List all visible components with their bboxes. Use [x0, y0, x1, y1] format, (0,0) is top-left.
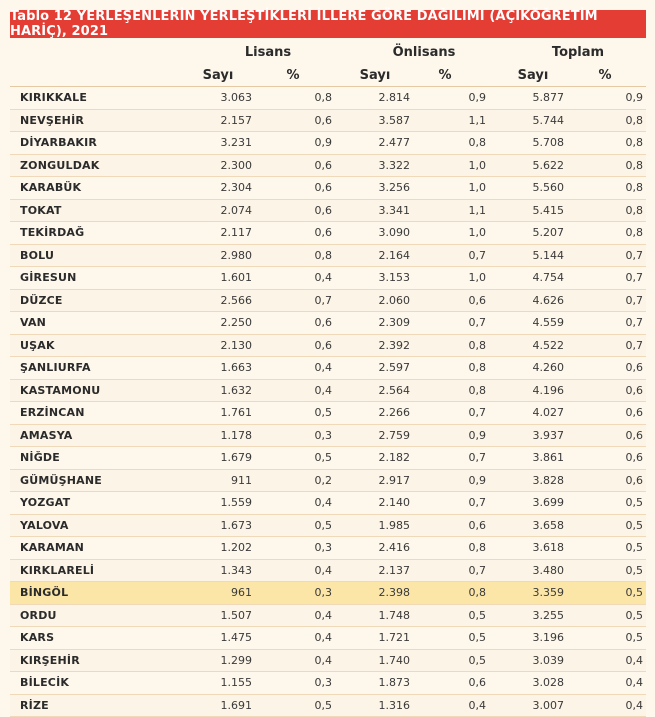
- province-name: KASTAMONU: [20, 380, 100, 402]
- lisans-sayi-cell: 1.761: [180, 402, 252, 424]
- onlisans-pct-cell: 0,5: [424, 627, 486, 649]
- toplam-sayi-cell: 5.744: [490, 110, 564, 132]
- toplam-pct-cell: 0,9: [580, 87, 643, 109]
- onlisans-sayi-cell: 2.814: [335, 87, 410, 109]
- lisans-sayi-cell: 1.178: [180, 425, 252, 447]
- toplam-pct-cell: 0,6: [580, 380, 643, 402]
- onlisans-pct-cell: 0,8: [424, 357, 486, 379]
- toplam-sayi-cell: 5.622: [490, 155, 564, 177]
- onlisans-pct-cell: 0,4: [424, 695, 486, 717]
- lisans-pct-cell: 0,7: [270, 290, 332, 312]
- lisans-sayi-cell: 911: [180, 470, 252, 492]
- onlisans-pct-cell: 0,8: [424, 537, 486, 559]
- toplam-sayi-cell: 5.877: [490, 87, 564, 109]
- lisans-sayi-cell: 1.475: [180, 627, 252, 649]
- toplam-pct-cell: 0,4: [580, 695, 643, 717]
- onlisans-pct-cell: 0,7: [424, 402, 486, 424]
- lisans-pct-cell: 0,4: [270, 267, 332, 289]
- lisans-sayi-cell: 1.559: [180, 492, 252, 514]
- table-row: [10, 650, 646, 673]
- toplam-sayi-cell: 3.699: [490, 492, 564, 514]
- lisans-sayi-cell: 2.304: [180, 177, 252, 199]
- province-name: YOZGAT: [20, 492, 70, 514]
- toplam-sayi-cell: 3.196: [490, 627, 564, 649]
- table-row: [10, 605, 646, 628]
- header-onlisans-sayi: Sayı: [345, 64, 405, 86]
- table-row: [10, 290, 646, 313]
- toplam-sayi-cell: 3.618: [490, 537, 564, 559]
- onlisans-pct-cell: 0,9: [424, 87, 486, 109]
- sub-header-row: [10, 64, 646, 87]
- toplam-pct-cell: 0,8: [580, 110, 643, 132]
- lisans-pct-cell: 0,5: [270, 447, 332, 469]
- toplam-pct-cell: 0,6: [580, 425, 643, 447]
- toplam-sayi-cell: 3.937: [490, 425, 564, 447]
- onlisans-sayi-cell: 1.748: [335, 605, 410, 627]
- toplam-pct-cell: 0,8: [580, 177, 643, 199]
- table-row: [10, 447, 646, 470]
- toplam-sayi-cell: 4.559: [490, 312, 564, 334]
- onlisans-sayi-cell: 3.256: [335, 177, 410, 199]
- onlisans-pct-cell: 0,6: [424, 515, 486, 537]
- lisans-pct-cell: 0,3: [270, 672, 332, 694]
- header-onlisans-pct: %: [420, 64, 470, 86]
- province-name: NİĞDE: [20, 447, 60, 469]
- toplam-pct-cell: 0,6: [580, 470, 643, 492]
- onlisans-pct-cell: 0,7: [424, 312, 486, 334]
- table-row: [10, 245, 646, 268]
- lisans-pct-cell: 0,5: [270, 695, 332, 717]
- lisans-pct-cell: 0,5: [270, 515, 332, 537]
- lisans-sayi-cell: 1.202: [180, 537, 252, 559]
- toplam-sayi-cell: 5.708: [490, 132, 564, 154]
- onlisans-sayi-cell: 3.322: [335, 155, 410, 177]
- onlisans-sayi-cell: 3.153: [335, 267, 410, 289]
- province-name: RİZE: [20, 695, 49, 717]
- lisans-pct-cell: 0,8: [270, 87, 332, 109]
- onlisans-pct-cell: 1,0: [424, 155, 486, 177]
- lisans-sayi-cell: 2.074: [180, 200, 252, 222]
- onlisans-sayi-cell: 3.341: [335, 200, 410, 222]
- toplam-pct-cell: 0,5: [580, 582, 643, 604]
- toplam-sayi-cell: 3.039: [490, 650, 564, 672]
- onlisans-sayi-cell: 2.309: [335, 312, 410, 334]
- table-row: [10, 582, 646, 605]
- toplam-sayi-cell: 4.196: [490, 380, 564, 402]
- header-lisans-pct: %: [268, 64, 318, 86]
- lisans-sayi-cell: 2.300: [180, 155, 252, 177]
- lisans-sayi-cell: 1.632: [180, 380, 252, 402]
- toplam-pct-cell: 0,8: [580, 200, 643, 222]
- onlisans-sayi-cell: 1.985: [335, 515, 410, 537]
- province-name: KARS: [20, 627, 54, 649]
- table-row: [10, 515, 646, 538]
- toplam-sayi-cell: 4.754: [490, 267, 564, 289]
- onlisans-sayi-cell: 2.564: [335, 380, 410, 402]
- table-row: [10, 357, 646, 380]
- data-table: [10, 40, 646, 717]
- lisans-pct-cell: 0,6: [270, 222, 332, 244]
- lisans-sayi-cell: 1.663: [180, 357, 252, 379]
- toplam-pct-cell: 0,4: [580, 672, 643, 694]
- onlisans-pct-cell: 1,0: [424, 177, 486, 199]
- province-name: BİNGÖL: [20, 582, 68, 604]
- lisans-sayi-cell: 2.566: [180, 290, 252, 312]
- table-row: [10, 87, 646, 110]
- onlisans-sayi-cell: 1.873: [335, 672, 410, 694]
- onlisans-sayi-cell: 2.477: [335, 132, 410, 154]
- lisans-sayi-cell: 2.157: [180, 110, 252, 132]
- onlisans-sayi-cell: 2.164: [335, 245, 410, 267]
- toplam-pct-cell: 0,6: [580, 402, 643, 424]
- toplam-sayi-cell: 4.027: [490, 402, 564, 424]
- onlisans-pct-cell: 0,7: [424, 245, 486, 267]
- province-name: KIRKLARELİ: [20, 560, 94, 582]
- table-row: [10, 425, 646, 448]
- toplam-sayi-cell: 3.828: [490, 470, 564, 492]
- table-body: [10, 87, 646, 717]
- province-name: UŞAK: [20, 335, 55, 357]
- lisans-sayi-cell: 1.673: [180, 515, 252, 537]
- onlisans-pct-cell: 0,5: [424, 605, 486, 627]
- province-name: BOLU: [20, 245, 54, 267]
- lisans-sayi-cell: 3.231: [180, 132, 252, 154]
- onlisans-sayi-cell: 1.740: [335, 650, 410, 672]
- toplam-pct-cell: 0,7: [580, 290, 643, 312]
- table-row: [10, 402, 646, 425]
- toplam-pct-cell: 0,6: [580, 357, 643, 379]
- toplam-sayi-cell: 4.260: [490, 357, 564, 379]
- table-row: [10, 177, 646, 200]
- lisans-pct-cell: 0,3: [270, 537, 332, 559]
- header-lisans: Lisans: [202, 40, 334, 64]
- table-row: [10, 470, 646, 493]
- toplam-pct-cell: 0,5: [580, 627, 643, 649]
- toplam-sayi-cell: 5.207: [490, 222, 564, 244]
- toplam-sayi-cell: 5.144: [490, 245, 564, 267]
- lisans-pct-cell: 0,3: [270, 425, 332, 447]
- province-name: KARAMAN: [20, 537, 84, 559]
- toplam-sayi-cell: 5.560: [490, 177, 564, 199]
- onlisans-pct-cell: 0,9: [424, 470, 486, 492]
- province-name: ZONGULDAK: [20, 155, 99, 177]
- lisans-sayi-cell: 1.691: [180, 695, 252, 717]
- lisans-pct-cell: 0,9: [270, 132, 332, 154]
- onlisans-pct-cell: 1,0: [424, 222, 486, 244]
- table-row: [10, 695, 646, 717]
- header-lisans-sayi: Sayı: [188, 64, 248, 86]
- onlisans-sayi-cell: 2.182: [335, 447, 410, 469]
- province-name: VAN: [20, 312, 46, 334]
- lisans-sayi-cell: 3.063: [180, 87, 252, 109]
- table-title: Tablo 12 YERLEŞENLERİN YERLEŞTİKLERİ İLLERE GÖRE DAĞILIMI (AÇIKÖĞRETİM HARİÇ), 2021: [10, 10, 646, 38]
- onlisans-sayi-cell: 2.140: [335, 492, 410, 514]
- lisans-pct-cell: 0,4: [270, 492, 332, 514]
- onlisans-pct-cell: 0,8: [424, 380, 486, 402]
- toplam-pct-cell: 0,7: [580, 312, 643, 334]
- province-name: TOKAT: [20, 200, 62, 222]
- province-name: DİYARBAKIR: [20, 132, 97, 154]
- province-name: KARABÜK: [20, 177, 81, 199]
- onlisans-pct-cell: 1,1: [424, 110, 486, 132]
- province-name: NEVŞEHİR: [20, 110, 84, 132]
- onlisans-sayi-cell: 3.587: [335, 110, 410, 132]
- toplam-sayi-cell: 5.415: [490, 200, 564, 222]
- onlisans-pct-cell: 0,9: [424, 425, 486, 447]
- lisans-pct-cell: 0,6: [270, 177, 332, 199]
- lisans-pct-cell: 0,4: [270, 357, 332, 379]
- table-row: [10, 155, 646, 178]
- lisans-sayi-cell: 2.250: [180, 312, 252, 334]
- lisans-sayi-cell: 1.601: [180, 267, 252, 289]
- toplam-sayi-cell: 3.658: [490, 515, 564, 537]
- onlisans-pct-cell: 0,8: [424, 335, 486, 357]
- lisans-pct-cell: 0,4: [270, 560, 332, 582]
- toplam-pct-cell: 0,6: [580, 447, 643, 469]
- header-toplam-sayi: Sayı: [503, 64, 563, 86]
- table-row: [10, 222, 646, 245]
- header-onlisans: Önlisans: [356, 40, 492, 64]
- toplam-sayi-cell: 3.028: [490, 672, 564, 694]
- lisans-sayi-cell: 2.117: [180, 222, 252, 244]
- table-row: [10, 110, 646, 133]
- onlisans-pct-cell: 0,7: [424, 447, 486, 469]
- table-row: [10, 267, 646, 290]
- lisans-pct-cell: 0,8: [270, 245, 332, 267]
- onlisans-pct-cell: 0,6: [424, 290, 486, 312]
- province-name: TEKİRDAĞ: [20, 222, 84, 244]
- onlisans-sayi-cell: 2.392: [335, 335, 410, 357]
- table-row: [10, 132, 646, 155]
- lisans-pct-cell: 0,3: [270, 582, 332, 604]
- province-name: KIRŞEHİR: [20, 650, 80, 672]
- onlisans-pct-cell: 1,1: [424, 200, 486, 222]
- onlisans-pct-cell: 1,0: [424, 267, 486, 289]
- province-name: GİRESUN: [20, 267, 77, 289]
- province-name: YALOVA: [20, 515, 69, 537]
- lisans-pct-cell: 0,4: [270, 627, 332, 649]
- onlisans-sayi-cell: 1.721: [335, 627, 410, 649]
- table-row: [10, 335, 646, 358]
- province-name: GÜMÜŞHANE: [20, 470, 102, 492]
- toplam-pct-cell: 0,8: [580, 155, 643, 177]
- toplam-pct-cell: 0,7: [580, 335, 643, 357]
- onlisans-sayi-cell: 1.316: [335, 695, 410, 717]
- table-row: [10, 537, 646, 560]
- province-name: ŞANLIURFA: [20, 357, 91, 379]
- toplam-pct-cell: 0,7: [580, 245, 643, 267]
- onlisans-sayi-cell: 2.597: [335, 357, 410, 379]
- onlisans-pct-cell: 0,8: [424, 132, 486, 154]
- onlisans-sayi-cell: 2.759: [335, 425, 410, 447]
- onlisans-pct-cell: 0,5: [424, 650, 486, 672]
- lisans-pct-cell: 0,4: [270, 650, 332, 672]
- lisans-sayi-cell: 1.155: [180, 672, 252, 694]
- lisans-pct-cell: 0,2: [270, 470, 332, 492]
- province-name: BİLECİK: [20, 672, 69, 694]
- province-name: DÜZCE: [20, 290, 63, 312]
- table-row: [10, 380, 646, 403]
- table-row: [10, 672, 646, 695]
- toplam-sayi-cell: 3.359: [490, 582, 564, 604]
- lisans-pct-cell: 0,4: [270, 605, 332, 627]
- onlisans-pct-cell: 0,8: [424, 582, 486, 604]
- lisans-pct-cell: 0,4: [270, 380, 332, 402]
- onlisans-sayi-cell: 2.917: [335, 470, 410, 492]
- lisans-pct-cell: 0,6: [270, 335, 332, 357]
- toplam-sayi-cell: 3.861: [490, 447, 564, 469]
- lisans-sayi-cell: 2.980: [180, 245, 252, 267]
- onlisans-sayi-cell: 2.060: [335, 290, 410, 312]
- table-row: [10, 492, 646, 515]
- lisans-pct-cell: 0,6: [270, 200, 332, 222]
- toplam-pct-cell: 0,8: [580, 132, 643, 154]
- lisans-pct-cell: 0,6: [270, 110, 332, 132]
- header-toplam-pct: %: [580, 64, 630, 86]
- table-row: [10, 312, 646, 335]
- onlisans-pct-cell: 0,7: [424, 560, 486, 582]
- toplam-sayi-cell: 3.255: [490, 605, 564, 627]
- onlisans-sayi-cell: 3.090: [335, 222, 410, 244]
- toplam-pct-cell: 0,5: [580, 537, 643, 559]
- onlisans-pct-cell: 0,6: [424, 672, 486, 694]
- toplam-pct-cell: 0,5: [580, 605, 643, 627]
- table-row: [10, 560, 646, 583]
- lisans-sayi-cell: 1.679: [180, 447, 252, 469]
- toplam-pct-cell: 0,5: [580, 515, 643, 537]
- toplam-sayi-cell: 3.007: [490, 695, 564, 717]
- toplam-pct-cell: 0,5: [580, 560, 643, 582]
- lisans-pct-cell: 0,6: [270, 312, 332, 334]
- onlisans-sayi-cell: 2.398: [335, 582, 410, 604]
- toplam-pct-cell: 0,5: [580, 492, 643, 514]
- province-name: ORDU: [20, 605, 57, 627]
- onlisans-sayi-cell: 2.266: [335, 402, 410, 424]
- group-header-row: [10, 40, 646, 64]
- table-row: [10, 200, 646, 223]
- lisans-pct-cell: 0,6: [270, 155, 332, 177]
- toplam-sayi-cell: 4.522: [490, 335, 564, 357]
- province-name: KIRIKKALE: [20, 87, 87, 109]
- lisans-sayi-cell: 1.299: [180, 650, 252, 672]
- onlisans-sayi-cell: 2.137: [335, 560, 410, 582]
- header-toplam: Toplam: [510, 40, 646, 64]
- lisans-sayi-cell: 2.130: [180, 335, 252, 357]
- lisans-sayi-cell: 1.507: [180, 605, 252, 627]
- toplam-pct-cell: 0,7: [580, 267, 643, 289]
- toplam-pct-cell: 0,4: [580, 650, 643, 672]
- table-row: [10, 627, 646, 650]
- lisans-pct-cell: 0,5: [270, 402, 332, 424]
- onlisans-sayi-cell: 2.416: [335, 537, 410, 559]
- lisans-sayi-cell: 1.343: [180, 560, 252, 582]
- province-name: ERZİNCAN: [20, 402, 85, 424]
- onlisans-pct-cell: 0,7: [424, 492, 486, 514]
- toplam-sayi-cell: 3.480: [490, 560, 564, 582]
- lisans-sayi-cell: 961: [180, 582, 252, 604]
- toplam-sayi-cell: 4.626: [490, 290, 564, 312]
- toplam-pct-cell: 0,8: [580, 222, 643, 244]
- province-name: AMASYA: [20, 425, 73, 447]
